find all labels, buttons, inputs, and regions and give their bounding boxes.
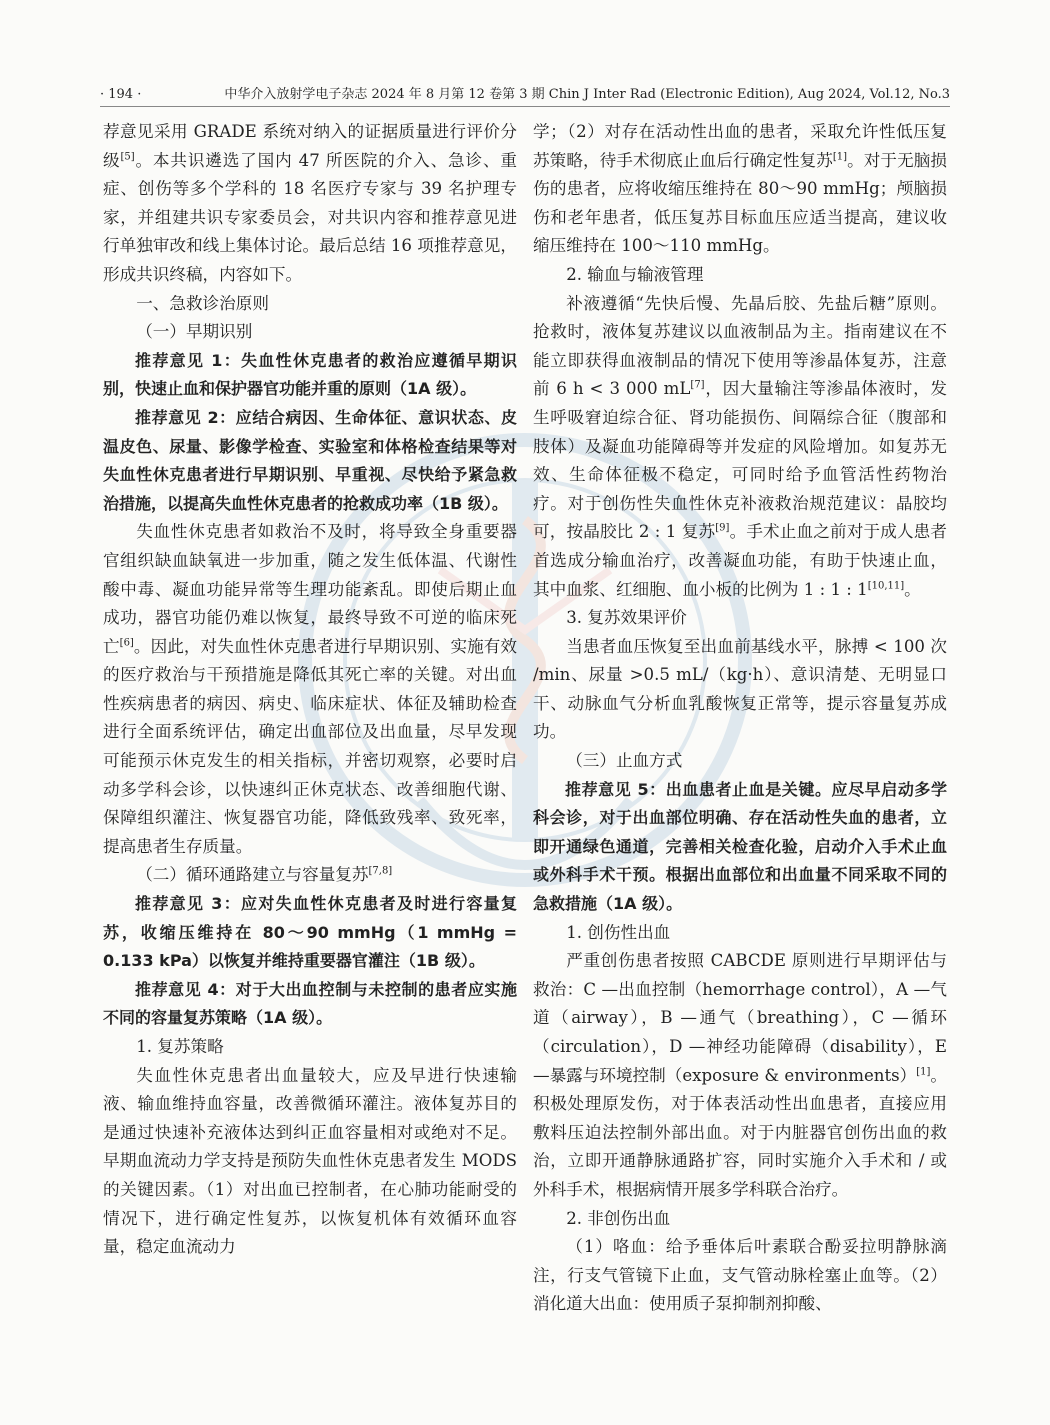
citation-ref: [10,11] xyxy=(867,579,905,591)
journal-citation: 中华介入放射学电子杂志 2024 年 8 月第 12 卷第 3 期 Chin J Inter Rad (Electronic Edition), Aug 2024, Vol.12, No.3 xyxy=(224,87,950,102)
running-header xyxy=(100,84,950,107)
right-column xyxy=(533,118,947,1319)
paragraph: （1）咯血：给予垂体后叶素联合酚妥拉明静脉滴注，行支气管镜下止血，支气管动脉栓塞止血等。（2）消化道大出血：使用质子泵抑制剂抑酸、 xyxy=(533,1237,947,1314)
subsection-heading: （一）早期识别 xyxy=(136,322,253,342)
citation-ref: [7,8] xyxy=(368,865,393,877)
paragraph: 学；（2）对存在活动性出血的患者，采取允许性低压复苏策略，待手术彻底止血后行确定性复苏[1]。对于无脑损伤的患者，应将收缩压维持在 80～90 mmHg；颅脑损伤和老年患者，低压复苏目标血压应适当提高，建议收缩压维持在 100～110 mmHg。 xyxy=(533,122,948,256)
paragraph: 严重创伤患者按照 CABCDE 原则进行早期评估与救治：C —出血控制（hemorrhage control），A —气道（airway），B —通气（breathing），C —循环（circulation），D —神经功能障碍（disability），E —暴露与环境控制（exposure & environments）[1]。积极处理原发伤，对于体表活动性出血患者，直接应用敷料压迫法控制外部出血。对于内脏器官创伤出血的救治，立即开通静脉通路扩容，同时实施介入手术和 / 或外科手术，根据病情开展多学科联合治疗。 xyxy=(533,951,947,1199)
citation-ref: [9] xyxy=(715,522,730,534)
recommendation-1: 推荐意见 1：失血性休克患者的救治应遵循早期识别，快速止血和保护器官功能并重的原则（1A 级）。 xyxy=(103,350,517,399)
paragraph: 荐意见采用 GRADE 系统对纳入的证据质量进行评价分级[5]。本共识遴选了国内 47 所医院的介入、急诊、重症、创伤等多个学科的 18 名医疗专家与 39 名护理专家，并组建共识专家委员会，对共识内容和推荐意见进行单独审改和线上集体讨论。最后总结 16 项推荐意见，形成共识终稿，内容如下。 xyxy=(103,122,517,284)
recommendation-2: 推荐意见 2：应结合病因、生命体征、意识状态、皮温皮色、尿量、影像学检查、实验室和体格检查结果等对失血性休克患者进行早期识别、早重视、尽快给予紧急救治措施，以提高失血性休克患者的抢救成功率（1B 级）。 xyxy=(103,407,517,513)
citation-ref: [7] xyxy=(690,379,705,391)
citation-ref: [1] xyxy=(832,151,848,163)
paragraph: 当患者血压恢复至出血前基线水平，脉搏 < 100 次 /min、尿量 >0.5 mL/（kg·h）、意识清楚、无明显口干、动脉血气分析血乳酸恢复正常等，提示容量复苏成功。 xyxy=(533,636,947,742)
numbered-heading: 2. 非创伤出血 xyxy=(566,1208,671,1228)
paragraph: 失血性休克患者出血量较大，应及早进行快速输液、输血维持血容量，改善微循环灌注。液体复苏目的是通过快速补充液体达到纠正血容量相对或绝对不足。早期血流动力学支持是预防失血性休克患者发生 MODS 的关键因素。（1）对出血已控制者，在心肺功能耐受的情况下，进行确定性复苏，以恢复机体有效循环血容量，稳定血流动力 xyxy=(103,1065,517,1257)
citation-ref: [5] xyxy=(120,151,135,163)
paragraph: 补液遵循“先快后慢、先晶后胶、先盐后糖”原则。抢救时，液体复苏建议以血液制品为主。指南建议在不能立即获得血液制品的情况下使用等渗晶体复苏，注意前 6 h < 3 000 mL[7]，因大量输注等渗晶体液时，发生呼吸窘迫综合征、肾功能损伤、间隔综合征（腹部和肢体）及凝血功能障碍等并发症的风险增加。如复苏无效、生命体征极不稳定，可同时给予血管活性药物治疗。对于创伤性失血性休克补液救治规范建议：晶胶均可，按晶胶比 2 : 1 复苏[9]。手术止血之前对于成人患者首选成分输血治疗，改善凝血功能，有助于快速止血，其中血浆、红细胞、血小板的比例为 1 : 1 : 1[10,11]。 xyxy=(533,293,947,599)
subsection-heading: （三）止血方式 xyxy=(566,751,683,771)
recommendation-4: 推荐意见 4：对于大出血控制与未控制的患者应实施不同的容量复苏策略（1A 级）。 xyxy=(103,979,517,1028)
citation-ref: [6] xyxy=(119,637,134,649)
numbered-heading: 1. 创伤性出血 xyxy=(566,922,671,942)
numbered-heading: 2. 输血与输液管理 xyxy=(566,264,704,284)
subsection-heading: （二）循环通路建立与容量复苏[7,8] xyxy=(136,865,393,885)
recommendation-3: 推荐意见 3：应对失血性休克患者及时进行容量复苏，收缩压维持在 80～90 mmHg（1 mmHg = 0.133 kPa）以恢复并维持重要器官灌注（1B 级）。 xyxy=(103,894,517,971)
recommendation-5: 推荐意见 5：出血患者止血是关键。应尽早启动多学科会诊，对于出血部位明确、存在活动性失血的患者，立即开通绿色通道，完善相关检查化验，启动介入手术止血或外科手术干预。根据出血部位和出血量不同采取不同的急救措施（1A 级）。 xyxy=(533,779,947,914)
citation-ref: [1] xyxy=(916,1066,931,1078)
left-column xyxy=(103,118,517,1262)
numbered-heading: 1. 复苏策略 xyxy=(136,1037,224,1056)
page-number: · 194 · xyxy=(100,87,142,102)
numbered-heading: 3. 复苏效果评价 xyxy=(566,608,687,628)
section-heading: 一、急救诊治原则 xyxy=(136,293,269,313)
paragraph: 失血性休克患者如救治不及时，将导致全身重要器官组织缺血缺氧进一步加重，随之发生低体温、代谢性酸中毒、凝血功能异常等生理功能紊乱。即使后期止血成功，器官功能仍难以恢复，最终导致不可逆的临床死亡[6]。因此，对失血性休克患者进行早期识别、实施有效的医疗救治与干预措施是降低其死亡率的关键。对出血性疾病患者的病因、病史、临床症状、体征及辅助检查进行全面系统评估，确定出血部位及出血量，尽早发现可能预示休克发生的相关指标，并密切观察，必要时启动多学科会诊，以快速纠正休克状态、改善细胞代谢、保障组织灌注、恢复器官功能，降低致残率、致死率，提高患者生存质量。 xyxy=(103,522,518,856)
